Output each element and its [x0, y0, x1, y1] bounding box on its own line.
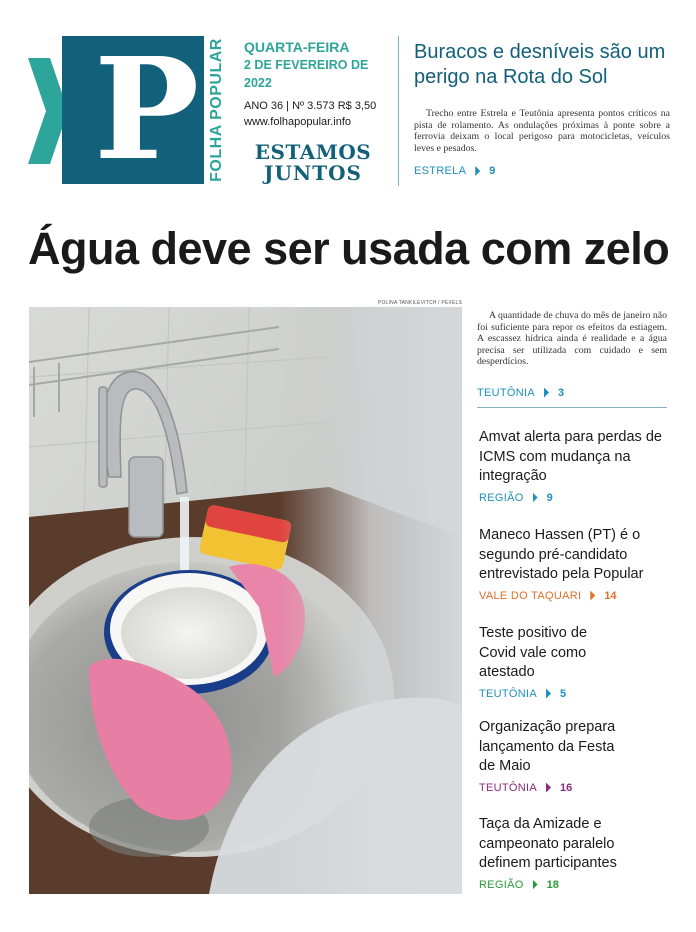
story-item[interactable]	[479, 624, 669, 701]
section-label: TEUTÔNIA	[479, 781, 538, 794]
page-number: 16	[560, 781, 573, 794]
section-label: TEUTÔNIA	[479, 687, 538, 700]
newspaper-name: FOLHA POPULAR	[208, 38, 225, 182]
page-number: 9	[546, 491, 553, 504]
pointer-icon	[533, 880, 538, 890]
page-number: 5	[560, 687, 567, 700]
story-item[interactable]	[479, 428, 669, 505]
section-label: REGIÃO	[479, 491, 524, 504]
pointer-icon	[546, 783, 551, 793]
story-item[interactable]	[479, 718, 669, 795]
story-reference[interactable]	[479, 589, 669, 603]
story-reference[interactable]	[479, 687, 669, 701]
page-number: 14	[604, 589, 617, 602]
story-title[interactable]: Maneco Hassen (PT) é o segundo pré-candidato entrevistado pela Popular	[479, 527, 644, 582]
campaign-logo	[246, 142, 380, 184]
pointer-icon	[533, 493, 538, 503]
edition-issue: ANO 36 | Nº 3.573 R$ 3,50	[244, 100, 377, 112]
story-reference[interactable]	[479, 878, 669, 892]
lead-story[interactable]	[477, 310, 667, 400]
pointer-icon	[546, 689, 551, 699]
pointer-icon	[475, 166, 480, 176]
story-title[interactable]: Organização prepara lançamento da Festa de Maio	[479, 719, 616, 774]
page-number: 9	[489, 165, 496, 177]
story-title[interactable]: Amvat alerta para perdas de ICMS com mudança na integração	[479, 429, 662, 484]
section-label: VALE DO TAQUARI	[479, 589, 582, 602]
edition-date: 2 DE FEVEREIRO DE 2022	[244, 58, 369, 90]
section-label: ESTRELA	[414, 165, 467, 177]
masthead-divider	[398, 36, 399, 186]
section-label: TEUTÔNIA	[477, 386, 536, 399]
campaign-line1: ESTAMOS	[254, 140, 372, 164]
lead-body: A quantidade de chuva do mês de janeiro não foi suficiente para repor os efeitos da estiagem. A escassez hídrica ainda é realidade e a água precisa ser utilizada com cuidado e sem desperdícios.	[477, 310, 667, 367]
top-story-reference[interactable]	[414, 164, 670, 178]
story-title[interactable]: Taça da Amizade e campeonato paralelo definem participantes	[479, 816, 617, 871]
main-photo	[29, 307, 462, 894]
story-item[interactable]	[479, 815, 669, 892]
page-number: 18	[546, 878, 559, 891]
top-story[interactable]	[414, 40, 670, 178]
logo-letter: P	[94, 28, 200, 192]
main-photo-illustration	[29, 307, 462, 894]
logo-name-vertical	[206, 36, 228, 184]
masthead-logo[interactable]	[28, 28, 228, 192]
sidebar-divider	[477, 407, 667, 408]
story-title[interactable]: Teste positivo de Covid vale como atestado	[479, 625, 588, 680]
pointer-icon	[590, 591, 595, 601]
edition-website-link[interactable]: www.folhapopular.info	[244, 116, 352, 128]
top-story-title[interactable]: Buracos e desníveis são um perigo na Rota do Sol	[414, 41, 666, 88]
story-item[interactable]	[479, 526, 669, 603]
edition-weekday: QUARTA-FEIRA	[244, 39, 350, 55]
edition-info	[244, 38, 394, 130]
section-label: REGIÃO	[479, 878, 524, 891]
story-reference[interactable]	[479, 491, 669, 505]
pointer-icon	[544, 388, 549, 398]
campaign-line2: JUNTOS	[264, 161, 362, 185]
page-number: 3	[558, 386, 565, 399]
top-story-body: Trecho entre Estrela e Teutônia apresenta pontos críticos na pista de rolamento. As ondulações próximas à ponte sobre a ferrovia deixam o local perigoso para motocicletas, veículos leves e pesados.	[414, 108, 670, 154]
lead-reference[interactable]	[477, 386, 667, 400]
story-reference[interactable]	[479, 781, 669, 795]
main-headline[interactable]: Água deve ser usada com zelo	[28, 223, 670, 274]
photo-credit: POLINA TANKILEVITCH / PEXELS	[377, 300, 462, 306]
